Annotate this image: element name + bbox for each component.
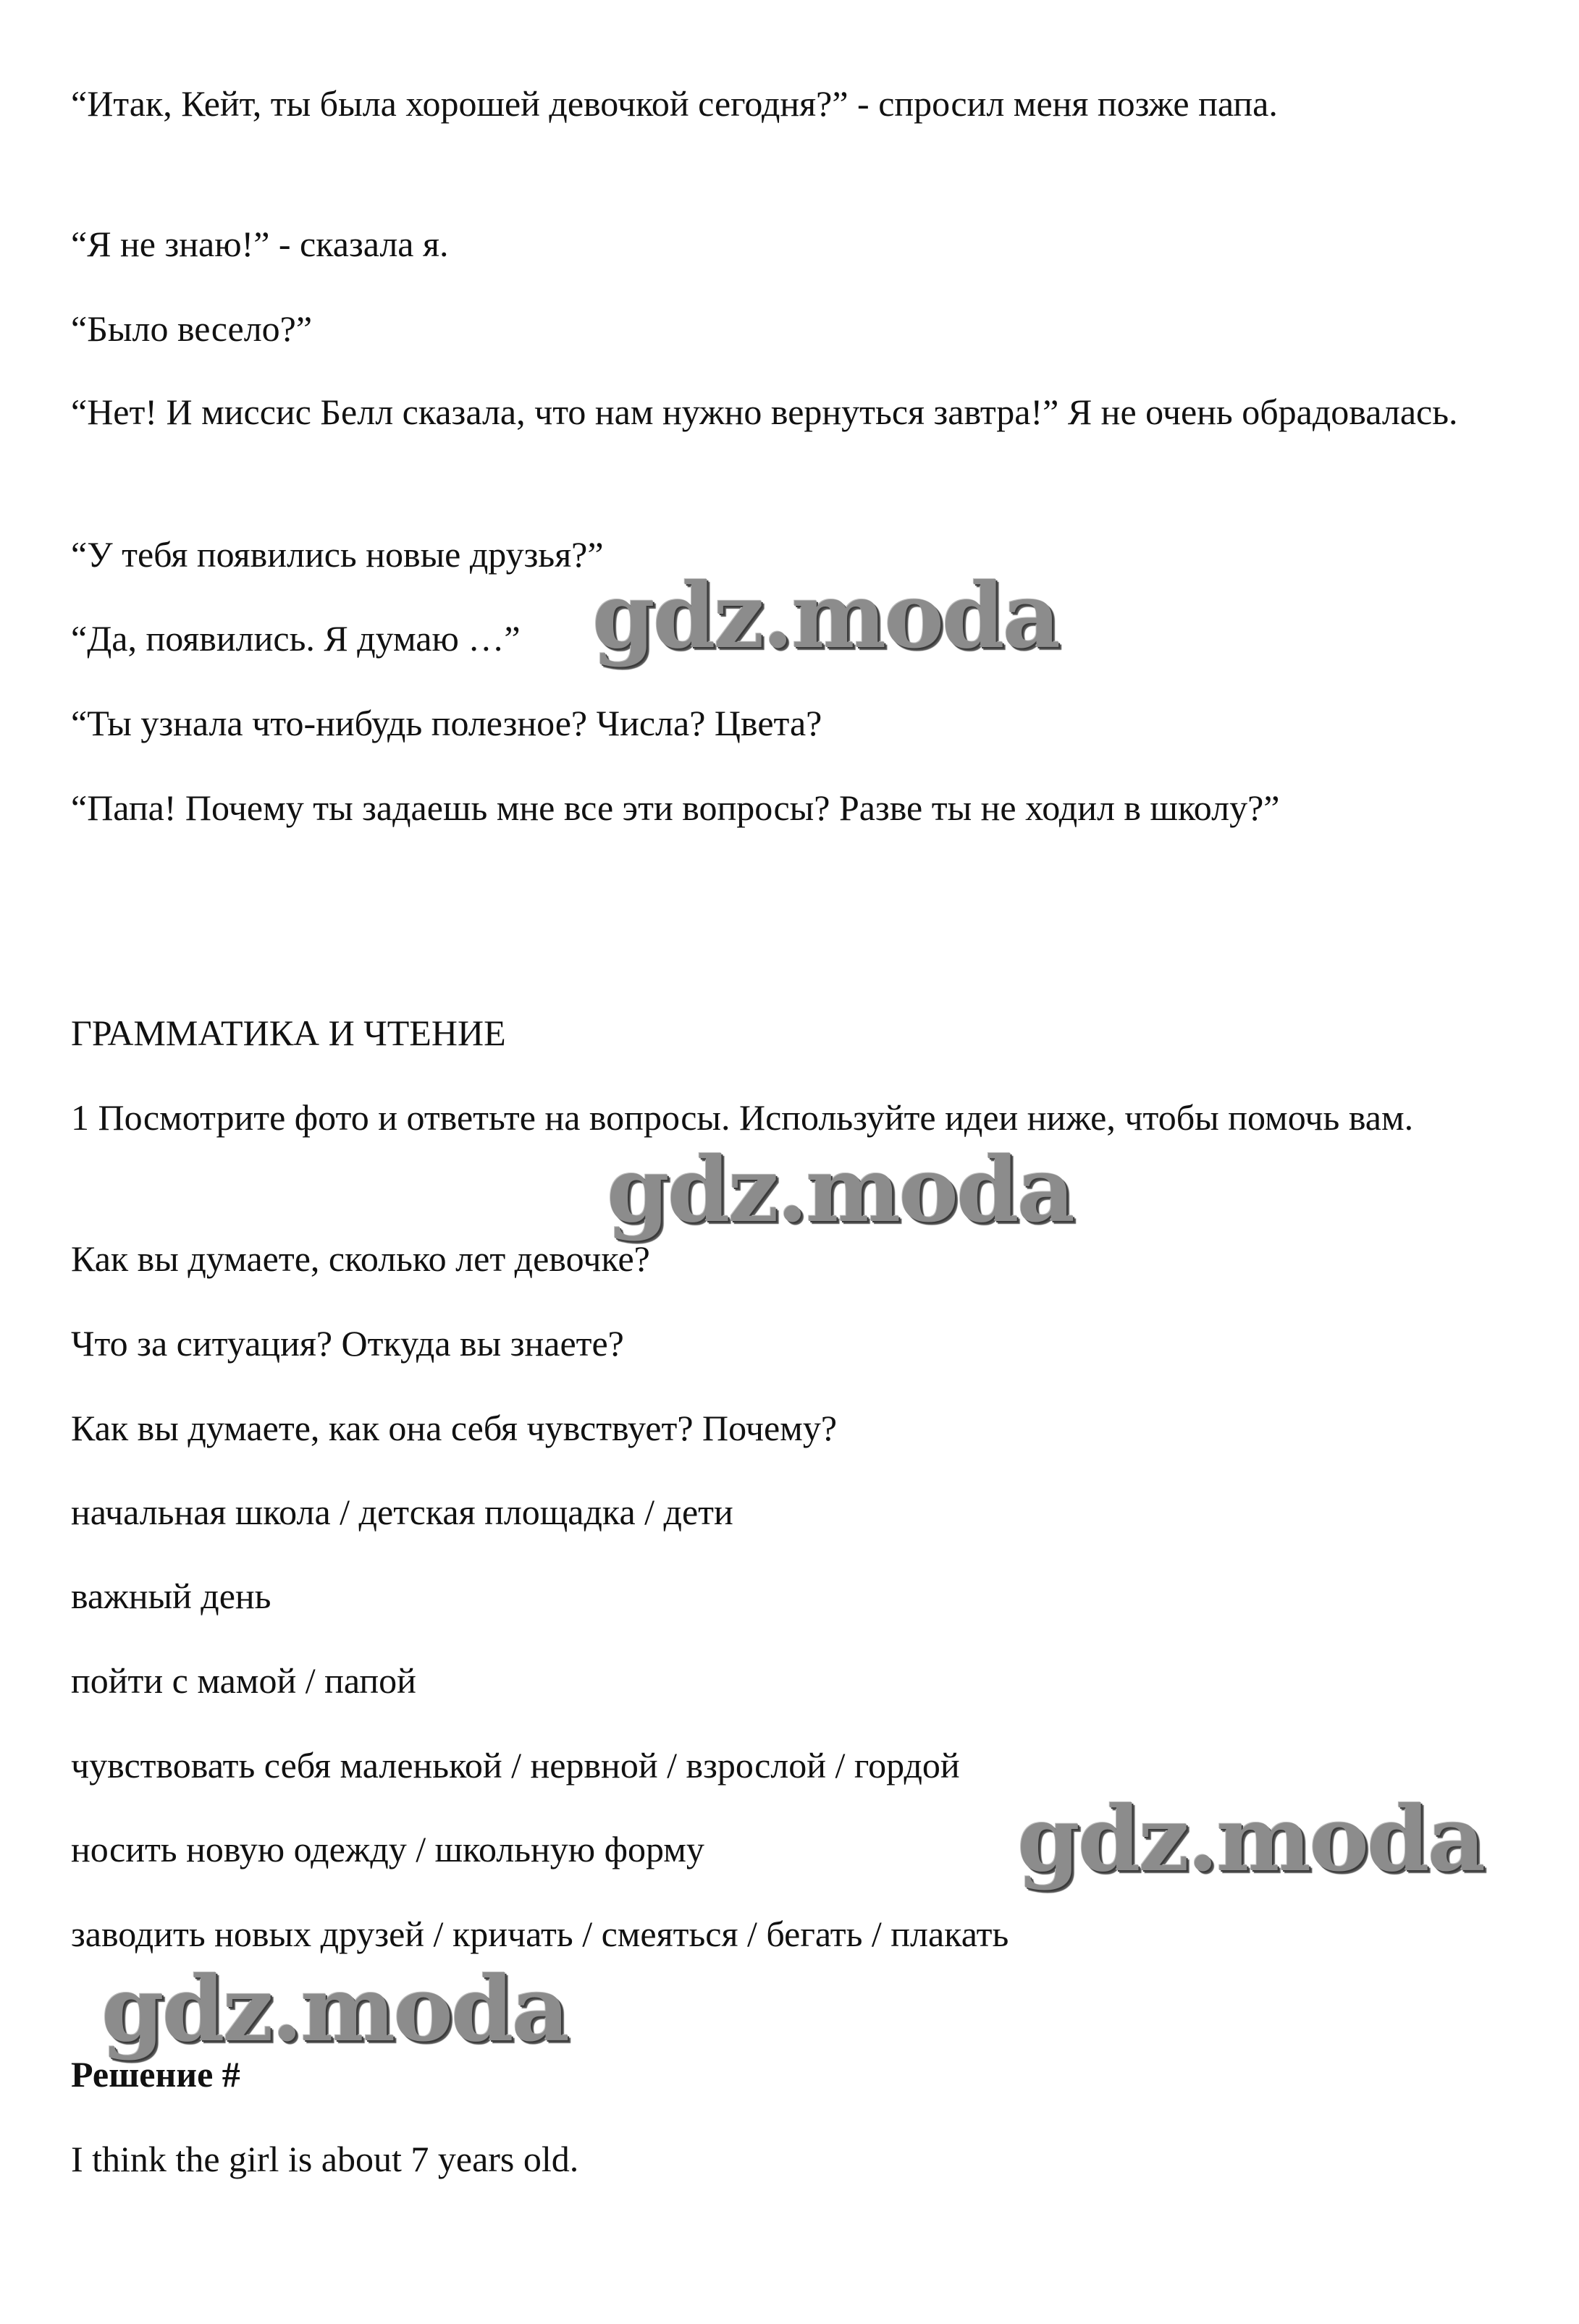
dialogue-line-7: “Ты узнала что-нибудь полезное? Числа? Цвета?	[71, 703, 822, 743]
watermark-2: gdz.moda	[607, 1138, 1073, 1243]
dialogue-line-8: “Папа! Почему ты задаешь мне все эти вопросы? Разве ты не ходил в школу?”	[71, 787, 1280, 828]
dialogue-line-5: “У тебя появились новые друзья?”	[71, 534, 604, 575]
idea-1: начальная школа / детская площадка / дети	[71, 1492, 733, 1532]
section-heading: ГРАММАТИКА И ЧТЕНИЕ	[71, 1013, 506, 1053]
dialogue-line-6: “Да, появились. Я думаю …”	[71, 618, 521, 659]
idea-2: важный день	[71, 1576, 271, 1616]
dialogue-line-3: “Было весело?”	[71, 308, 313, 349]
task-instruction: 1 Посмотрите фото и ответьте на вопросы. Используйте идеи ниже, чтобы помочь вам.	[71, 1097, 1414, 1138]
idea-5: носить новую одежду / школьную форму	[71, 1829, 704, 1869]
question-3: Как вы думаете, как она себя чувствует? Почему?	[71, 1408, 838, 1448]
idea-6: заводить новых друзей / кричать / смеяться / бегать / плакать	[71, 1914, 1009, 1954]
question-2: Что за ситуация? Откуда вы знаете?	[71, 1323, 624, 1364]
watermark-4: gdz.moda	[101, 1957, 568, 2062]
solution-label: Решение #	[71, 2054, 240, 2095]
solution-answer: I think the girl is about 7 years old.	[71, 2139, 579, 2179]
dialogue-line-4: “Нет! И миссис Белл сказала, что нам нужно вернуться завтра!” Я не очень обрадовалась.	[71, 392, 1458, 432]
watermark-3: gdz.moda	[1017, 1787, 1483, 1892]
idea-3: пойти с мамой / папой	[71, 1660, 416, 1701]
dialogue-line-1: “Итак, Кейт, ты была хорошей девочкой сегодня?” - спросил меня позже папа.	[71, 83, 1278, 124]
dialogue-line-2: “Я не знаю!” - сказала я.	[71, 224, 449, 264]
idea-4: чувствовать себя маленькой / нервной / взрослой / гордой	[71, 1745, 960, 1786]
watermark-1: gdz.moda	[592, 564, 1058, 669]
question-1: Как вы думаете, сколько лет девочке?	[71, 1238, 650, 1279]
